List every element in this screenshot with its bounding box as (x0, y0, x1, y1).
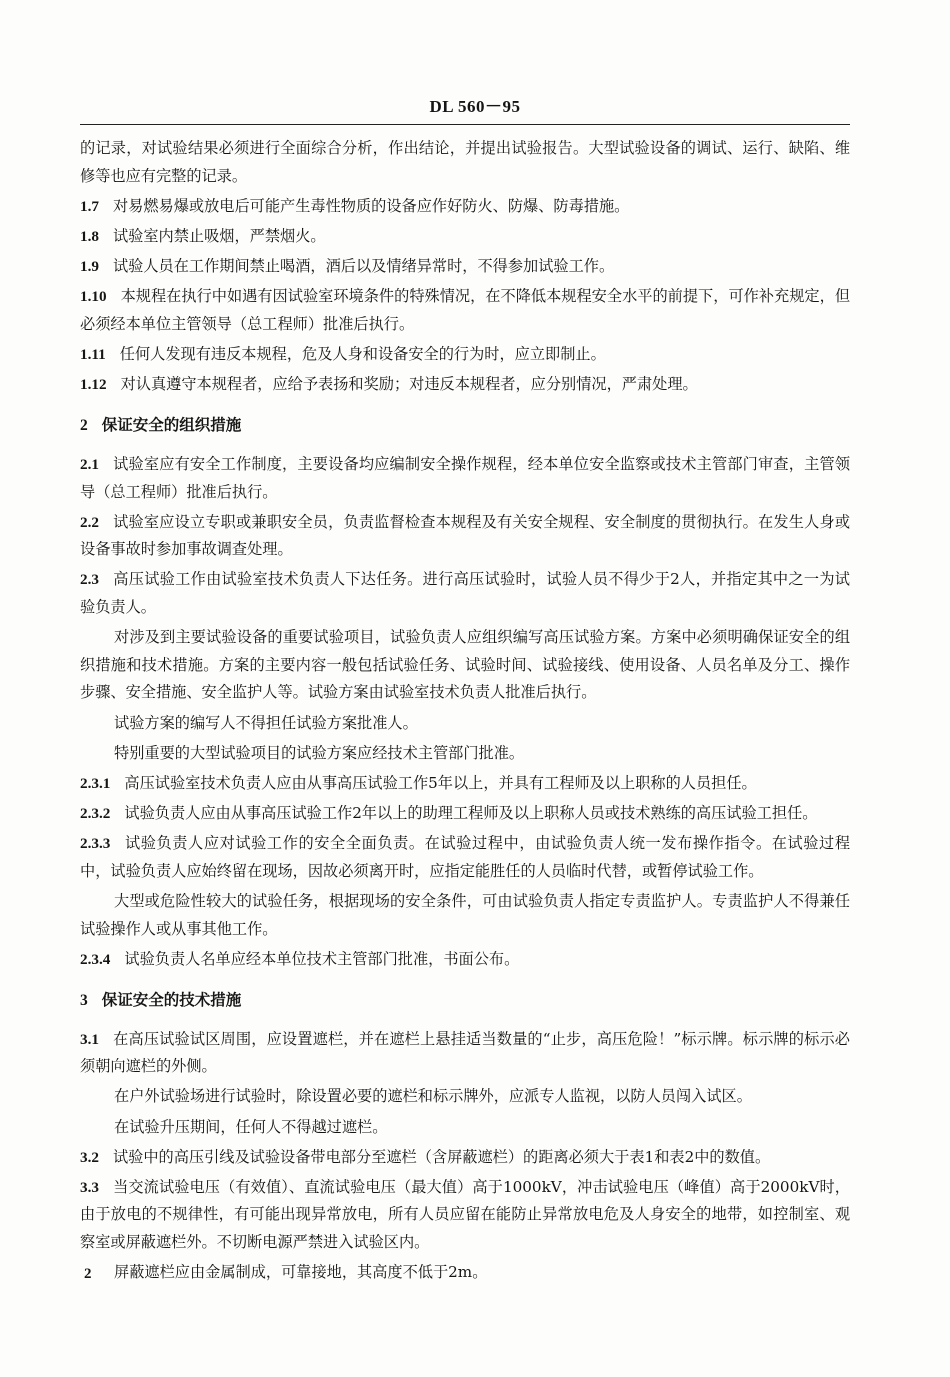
paragraph-test-plan (80, 624, 850, 707)
clause-number: 3.2 (80, 1148, 99, 1166)
clause-2-3-4 (80, 946, 850, 974)
paragraph-text: 大型或危险性较大的试验任务，根据现场的安全条件，可由试验负责人指定专责监护人。专责监护人不得兼任试验操作人或从事其他工作。 (80, 892, 850, 938)
clause-text: 试验负责人名单应经本单位技术主管部门批准，书面公布。 (124, 949, 520, 968)
section-heading-2 (80, 411, 850, 439)
clause-text: 本规程在执行中如遇有因试验室环境条件的特殊情况，在不降低本规程安全水平的前提下，可作补充规定，但必须经本单位主管领导（总工程师）批准后执行。 (80, 287, 850, 333)
clause-text: 任何人发现有违反本规程，危及人身和设备安全的行为时，应立即制止。 (119, 345, 606, 364)
clause-2-3-1 (80, 770, 850, 798)
clause-text: 当交流试验电压（有效值）、直流试验电压（最大值）高于1000kV，冲击试验电压（峰值）高于2000kV时，由于放电的不规律性，有可能出现异常放电，所有人员应留在能防止异常放电危及人身安全的地带，如控制室、观察室或屏蔽遮栏外。不切断电源严禁进入试验区内。 (80, 1177, 850, 1252)
paragraph-text: 的记录，对试验结果必须进行全面综合分析，作出结论，并提出试验报告。大型试验设备的调试、运行、缺陷、维修等也应有完整的记录。 (80, 139, 850, 185)
clause-text: 高压试验工作由试验室技术负责人下达任务。进行高压试验时，试验人员不得少于2人，并指定其中之一为试验负责人。 (80, 570, 850, 617)
paragraph-plan-author (80, 710, 850, 738)
clause-2-3 (80, 566, 850, 621)
paragraph-no-crossing (80, 1114, 850, 1142)
paragraph-text: 试验方案的编写人不得担任试验方案批准人。 (114, 713, 418, 732)
document-code-header: DL 560－95 (429, 97, 521, 116)
clause-text: 试验室内禁止吸烟，严禁烟火。 (112, 226, 326, 245)
document-body (80, 135, 850, 1289)
clause-number: 2.3.2 (80, 805, 111, 823)
page-number: 2 (84, 1266, 92, 1282)
clause-number: 3.1 (80, 1030, 99, 1048)
clause-text: 对易燃易爆或放电后可能产生毒性物质的设备应作好防火、防爆、防毒措施。 (112, 196, 630, 215)
paragraph-text: 特别重要的大型试验项目的试验方案应经技术主管部门批准。 (114, 743, 525, 762)
clause-number: 3.3 (80, 1178, 99, 1196)
clause-text: 试验负责人应由从事高压试验工作2年以上的助理工程师及以上职称人员或技术熟练的高压试验工担任。 (124, 804, 818, 823)
clause-3-1 (80, 1026, 850, 1081)
paragraph-outdoor (80, 1083, 850, 1111)
header-rule (80, 124, 850, 125)
paragraph-text: 对涉及到主要试验设备的重要试验项目，试验负责人应组织编写高压试验方案。方案中必须明确保证安全的组织措施和技术措施。方案的主要内容一般包括试验任务、试验时间、试验接线、使用设备、人员名单及分工、操作步骤、安全措施、安全监护人等。试验方案由试验室技术负责人批准后执行。 (80, 628, 850, 702)
paragraph-supervisor (80, 888, 850, 943)
clause-2-1 (80, 451, 850, 506)
clause-1-12 (80, 371, 850, 399)
clause-text: 高压试验室技术负责人应由从事高压试验工作5年以上，并具有工程师及以上职称的人员担任。 (124, 774, 757, 792)
clause-number: 2.1 (80, 455, 99, 473)
clause-number: 2.3.1 (80, 775, 111, 792)
clause-number: 1.11 (80, 346, 106, 364)
clause-1-10 (80, 283, 850, 338)
clause-text: 试验负责人应对试验工作的安全全面负责。在试验过程中，由试验负责人统一发布操作指令。在试验过程中，试验负责人应始终留在现场，因故必须离开时，应指定能胜任的人员临时代替，或暂停试验工作。 (80, 834, 850, 880)
section-heading-3 (80, 986, 850, 1014)
clause-text: 试验室应设立专职或兼职安全员，负责监督检查本规程及有关安全规程、安全制度的贯彻执行。在发生人身或设备事故时参加事故调查处理。 (80, 512, 850, 559)
paragraph-text: 屏蔽遮栏应由金属制成，可靠接地，其高度不低于2m。 (114, 1263, 488, 1282)
clause-1-7 (80, 193, 850, 221)
clause-3-3 (80, 1174, 850, 1257)
clause-3-2 (80, 1144, 850, 1172)
clause-number: 2.3 (80, 571, 99, 589)
paragraph-text: 在户外试验场进行试验时，除设置必要的遮栏和标示牌外，应派专人监视，以防人员闯入试区。 (114, 1087, 752, 1106)
paragraph-shield-fence (80, 1259, 850, 1287)
clause-number: 1.12 (80, 376, 107, 394)
clause-2-3-3 (80, 830, 850, 885)
paragraph-text: 在试验升压期间，任何人不得越过遮栏。 (114, 1117, 388, 1136)
section-title: 保证安全的技术措施 (101, 989, 242, 1009)
clause-number: 1.10 (80, 288, 107, 306)
section-number: 3 (80, 991, 88, 1009)
clause-2-2 (80, 509, 850, 564)
clause-number: 1.8 (80, 227, 99, 245)
clause-text: 对认真遵守本规程者，应给予表扬和奖励；对违反本规程者，应分别情况，严肃处理。 (120, 375, 698, 394)
clause-number: 1.9 (80, 258, 99, 276)
paragraph-continuation (80, 135, 850, 190)
clause-number: 2.3.4 (80, 950, 111, 968)
section-title: 保证安全的组织措施 (101, 414, 242, 434)
clause-number: 1.7 (80, 197, 99, 215)
clause-number: 2.3.3 (80, 835, 111, 853)
section-number: 2 (80, 416, 88, 434)
clause-1-9 (80, 253, 850, 281)
clause-text: 试验室应有安全工作制度，主要设备均应编制安全操作规程，经本单位安全监察或技术主管部门审查，主管领导（总工程师）批准后执行。 (80, 454, 850, 501)
clause-text: 在高压试验试区周围，应设置遮栏，并在遮栏上悬挂适当数量的“止步，高压危险！”标示牌。标示牌的标示必须朝向遮栏的外侧。 (80, 1029, 850, 1076)
clause-2-3-2 (80, 800, 850, 828)
clause-1-11 (80, 341, 850, 369)
clause-1-8 (80, 223, 850, 251)
paragraph-special-approval (80, 740, 850, 768)
clause-number: 2.2 (80, 513, 99, 531)
clause-text: 试验中的高压引线及试验设备带电部分至遮栏（含屏蔽遮栏）的距离必须大于表1和表2中的数值。 (112, 1147, 771, 1166)
clause-text: 试验人员在工作期间禁止喝酒，酒后以及情绪异常时，不得参加试验工作。 (112, 257, 615, 276)
